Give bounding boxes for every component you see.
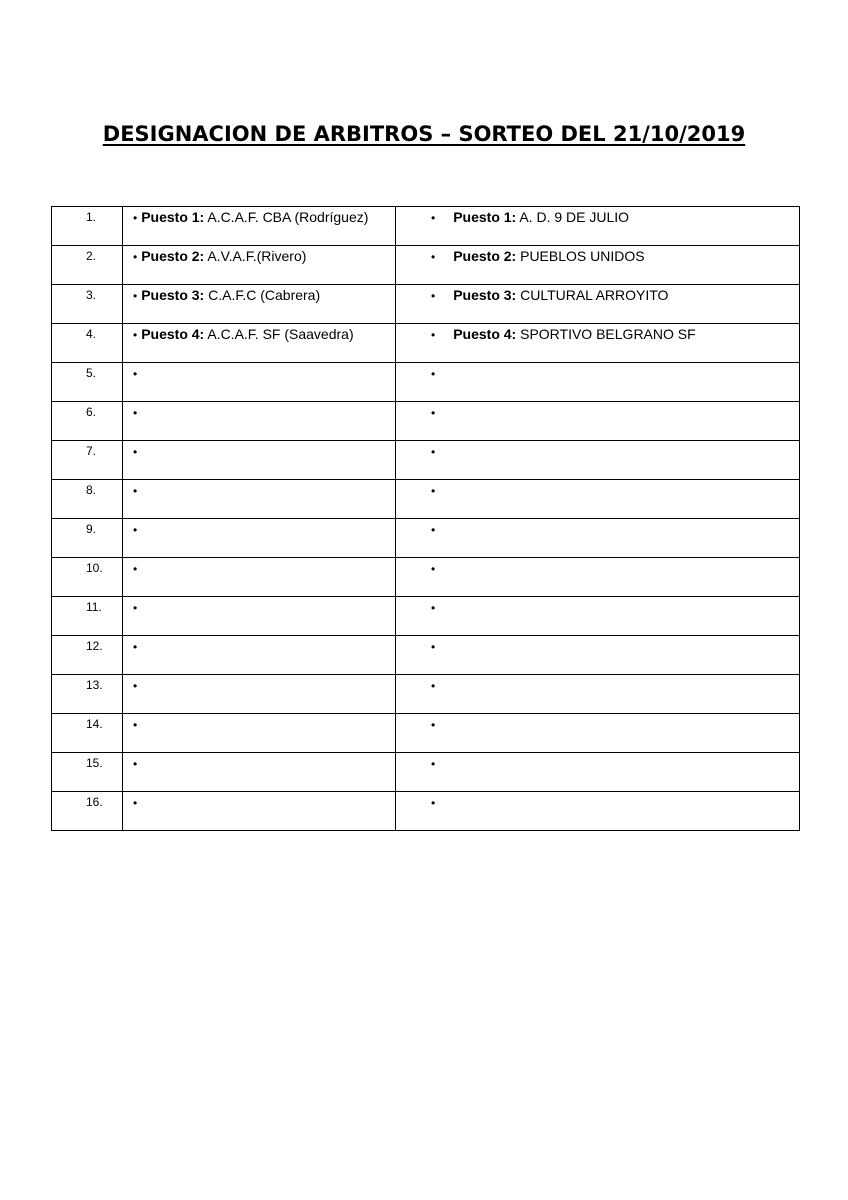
row-number: 3.	[86, 288, 97, 302]
assignment-right-cell	[396, 246, 800, 285]
assignment-right	[396, 324, 799, 342]
assignment-right	[396, 558, 799, 576]
bullet-icon: •	[431, 367, 436, 381]
table-row	[52, 558, 800, 597]
row-number: 11.	[86, 600, 102, 614]
assignment-left-cell	[123, 363, 396, 402]
assignment-right	[396, 675, 799, 693]
referee-assignment-table	[51, 206, 800, 831]
assignment-left-cell	[123, 519, 396, 558]
row-number: 12.	[86, 639, 103, 653]
row-number-cell	[52, 246, 123, 285]
assignment-right-cell	[396, 636, 800, 675]
table-row	[52, 363, 800, 402]
row-number-cell	[52, 363, 123, 402]
assignment-right	[396, 792, 799, 810]
assignment-left-cell	[123, 675, 396, 714]
referee-association: A.C.A.F. CBA (Rodríguez)	[204, 209, 369, 225]
assignment-left-cell	[123, 714, 396, 753]
assignment-right	[396, 519, 799, 537]
assignment-right-cell	[396, 675, 800, 714]
assignment-right	[396, 753, 799, 771]
bullet-icon: •	[431, 328, 436, 342]
table-row	[52, 285, 800, 324]
table-row	[52, 441, 800, 480]
table-row	[52, 636, 800, 675]
row-number-cell	[52, 519, 123, 558]
row-number: 10.	[86, 561, 103, 575]
row-number-cell	[52, 441, 123, 480]
bullet-icon: •	[133, 328, 138, 342]
assignment-left-cell	[123, 441, 396, 480]
assignment-left	[123, 285, 395, 303]
bullet-icon: •	[431, 211, 436, 225]
row-number-cell	[52, 714, 123, 753]
bullet-icon: •	[431, 796, 436, 810]
assignment-right	[396, 402, 799, 420]
bullet-icon: •	[133, 562, 138, 576]
assignment-left	[123, 636, 395, 654]
assignment-left-cell	[123, 597, 396, 636]
row-number: 16.	[86, 795, 103, 809]
assignment-left	[123, 363, 395, 381]
assignment-right	[396, 363, 799, 381]
position-label-left: Puesto 2:	[141, 248, 205, 264]
bullet-icon: •	[133, 640, 138, 654]
assignment-right-cell	[396, 714, 800, 753]
row-number-cell	[52, 480, 123, 519]
bullet-icon: •	[133, 367, 138, 381]
assignment-left	[123, 207, 395, 225]
row-number-cell	[52, 285, 123, 324]
assignment-left	[123, 753, 395, 771]
table-row	[52, 792, 800, 831]
row-number: 6.	[86, 405, 97, 419]
bullet-icon: •	[431, 562, 436, 576]
assignment-left	[123, 480, 395, 498]
assignment-left-cell	[123, 636, 396, 675]
assignment-left	[123, 246, 395, 264]
assignment-right-cell	[396, 363, 800, 402]
table-row	[52, 480, 800, 519]
bullet-icon: •	[133, 289, 138, 303]
position-label-left: Puesto 1:	[141, 209, 205, 225]
club-name: CULTURAL ARROYITO	[516, 287, 669, 303]
bullet-icon: •	[431, 718, 436, 732]
assignment-left	[123, 792, 395, 810]
row-number-cell	[52, 675, 123, 714]
assignment-right	[396, 636, 799, 654]
table-row	[52, 246, 800, 285]
assignment-right-cell	[396, 324, 800, 363]
table-row	[52, 714, 800, 753]
table-row	[52, 753, 800, 792]
row-number: 7.	[86, 444, 97, 458]
bullet-icon: •	[431, 640, 436, 654]
row-number: 4.	[86, 327, 97, 341]
bullet-icon: •	[431, 406, 436, 420]
assignment-right-cell	[396, 285, 800, 324]
table-row	[52, 324, 800, 363]
bullet-icon: •	[431, 679, 436, 693]
referee-association: C.A.F.C (Cabrera)	[204, 287, 321, 303]
bullet-icon: •	[431, 484, 436, 498]
assignment-right-cell	[396, 402, 800, 441]
table-body	[52, 207, 800, 831]
bullet-icon: •	[133, 250, 138, 264]
row-number: 8.	[86, 483, 97, 497]
assignment-right-cell	[396, 597, 800, 636]
assignment-right	[396, 597, 799, 615]
table-row	[52, 207, 800, 246]
referee-association: A.C.A.F. SF (Saavedra)	[204, 326, 354, 342]
bullet-icon: •	[133, 718, 138, 732]
table-row	[52, 675, 800, 714]
bullet-icon: •	[431, 523, 436, 537]
row-number-cell	[52, 207, 123, 246]
row-number: 1.	[86, 210, 97, 224]
assignment-left	[123, 675, 395, 693]
row-number-cell	[52, 792, 123, 831]
club-name: SPORTIVO BELGRANO SF	[516, 326, 696, 342]
table-row	[52, 519, 800, 558]
bullet-icon: •	[133, 211, 138, 225]
bullet-icon: •	[431, 289, 436, 303]
assignment-right	[396, 246, 799, 264]
position-label-right: Puesto 1:	[453, 209, 517, 225]
bullet-icon: •	[133, 679, 138, 693]
bullet-icon: •	[133, 484, 138, 498]
assignment-right-cell	[396, 792, 800, 831]
assignment-right	[396, 480, 799, 498]
bullet-icon: •	[133, 406, 138, 420]
table-row	[52, 597, 800, 636]
bullet-icon: •	[133, 757, 138, 771]
assignment-left	[123, 402, 395, 420]
row-number: 5.	[86, 366, 97, 380]
position-label-right: Puesto 2:	[453, 248, 517, 264]
assignment-right	[396, 285, 799, 303]
document-title: DESIGNACION DE ARBITROS – SORTEO DEL 21/10/2019	[102, 122, 746, 146]
row-number: 15.	[86, 756, 103, 770]
assignment-left	[123, 597, 395, 615]
assignment-left-cell	[123, 246, 396, 285]
position-label-right: Puesto 4:	[453, 326, 517, 342]
row-number: 14.	[86, 717, 103, 731]
club-name: PUEBLOS UNIDOS	[516, 248, 645, 264]
assignment-left	[123, 441, 395, 459]
assignment-left-cell	[123, 207, 396, 246]
assignment-right-cell	[396, 207, 800, 246]
bullet-icon: •	[133, 445, 138, 459]
club-name: A. D. 9 DE JULIO	[516, 209, 630, 225]
bullet-icon: •	[431, 601, 436, 615]
assignment-left-cell	[123, 792, 396, 831]
table-row	[52, 402, 800, 441]
position-label-left: Puesto 4:	[141, 326, 205, 342]
assignment-right-cell	[396, 519, 800, 558]
assignment-left	[123, 558, 395, 576]
assignment-left-cell	[123, 402, 396, 441]
assignment-right	[396, 207, 799, 225]
assignment-right	[396, 441, 799, 459]
assignment-left	[123, 324, 395, 342]
bullet-icon: •	[133, 601, 138, 615]
bullet-icon: •	[431, 250, 436, 264]
position-label-left: Puesto 3:	[141, 287, 205, 303]
assignment-left-cell	[123, 285, 396, 324]
assignment-left-cell	[123, 324, 396, 363]
assignment-right-cell	[396, 441, 800, 480]
bullet-icon: •	[133, 796, 138, 810]
assignment-right-cell	[396, 480, 800, 519]
bullet-icon: •	[431, 445, 436, 459]
assignment-left-cell	[123, 753, 396, 792]
row-number: 13.	[86, 678, 103, 692]
row-number-cell	[52, 402, 123, 441]
row-number-cell	[52, 636, 123, 675]
assignment-left-cell	[123, 480, 396, 519]
row-number: 9.	[86, 522, 97, 536]
assignment-right-cell	[396, 753, 800, 792]
row-number-cell	[52, 324, 123, 363]
assignment-left	[123, 714, 395, 732]
assignment-left-cell	[123, 558, 396, 597]
row-number-cell	[52, 558, 123, 597]
bullet-icon: •	[431, 757, 436, 771]
row-number: 2.	[86, 249, 97, 263]
assignment-right	[396, 714, 799, 732]
assignment-right-cell	[396, 558, 800, 597]
assignment-left	[123, 519, 395, 537]
row-number-cell	[52, 597, 123, 636]
position-label-right: Puesto 3:	[453, 287, 517, 303]
referee-association: A.V.A.F.(Rivero)	[204, 248, 307, 264]
bullet-icon: •	[133, 523, 138, 537]
row-number-cell	[52, 753, 123, 792]
